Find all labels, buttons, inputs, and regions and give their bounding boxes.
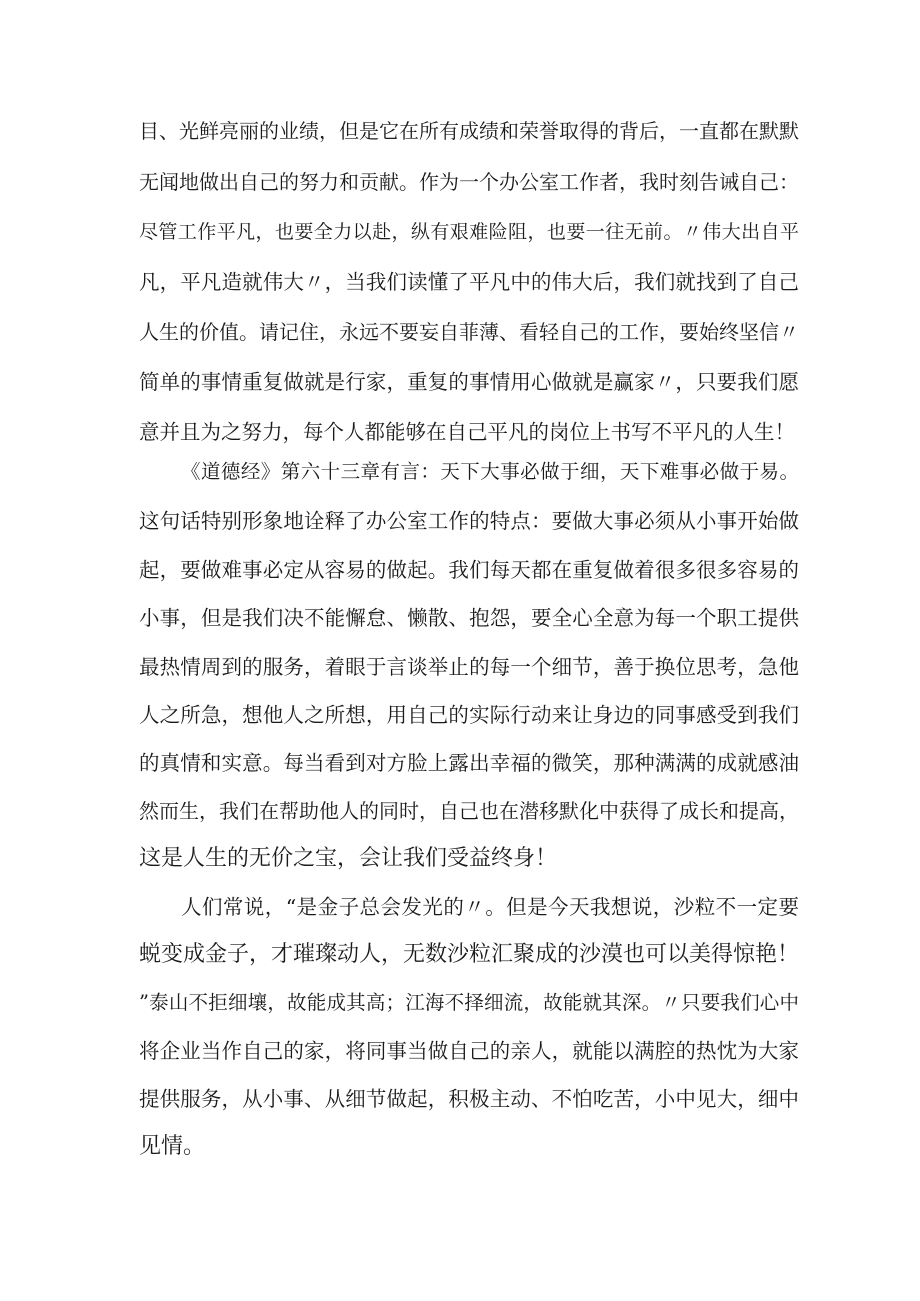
paragraph-3-line-6: 见情。 <box>139 1134 206 1159</box>
paragraph-2-line-2: 这句话特别形象地诠释了办公室工作的特点：要做大事必须从小事开始做 <box>139 509 799 533</box>
paragraph-2-line-1: 《道德经》第六十三章有言：天下大事必做于细，天下难事必做于易。 <box>181 460 799 483</box>
paragraph-1-line-5: 人生的价值。请记住，永远不要妄自菲薄、看轻自己的工作，要始终坚信〃 <box>139 320 799 344</box>
paragraph-3-line-1: 人们常说，“是金子总会发光的〃。但是今天我想说，沙粒不一定要 <box>181 895 799 919</box>
paragraph-2-line-4: 小事，但是我们决不能懈怠、懒散、抱怨，要全心全意为每一个职工提供 <box>139 606 799 630</box>
paragraph-1-line-1: 目、光鲜亮丽的业绩，但是它在所有成绩和荣誉取得的背后，一直都在默默 <box>139 119 799 143</box>
paragraph-2-line-9: 这是人生的无价之宝，会让我们受益终身！ <box>139 846 558 871</box>
paragraph-3-line-3: ”泰山不拒细壤，故能成其高；江海不择细流，故能就其深。〃只要我们心中 <box>139 991 799 1014</box>
paragraph-3-line-5: 提供服务，从小事、从细节做起，积极主动、不怕吃苦，小中见大，细中 <box>139 1087 799 1111</box>
paragraph-1-line-7: 意并且为之努力，每个人都能够在自己平凡的岗位上书写不平凡的人生！ <box>139 420 795 444</box>
paragraph-2-line-8: 然而生，我们在帮助他人的同时，自己也在潜移默化中获得了成长和提高， <box>139 799 799 823</box>
paragraph-2-line-7: 的真情和实意。每当看到对方脸上露出幸福的微笑，那种满满的成就感油 <box>139 751 799 775</box>
paragraph-2-line-5: 最热情周到的服务，着眼于言谈举止的每一个细节，善于换位思考，急他 <box>139 655 799 679</box>
paragraph-3-line-2: 蜕变成金子，才璀璨动人，无数沙粒汇聚成的沙漠也可以美得惊艳！ <box>139 942 799 967</box>
paragraph-1-line-3: 尽管工作平凡，也要全力以赴，纵有艰难险阻，也要一往无前。〃伟大出自平 <box>139 221 799 243</box>
paragraph-1-line-2: 无闻地做出自己的努力和贡献。作为一个办公室工作者，我时刻告诫自己： <box>139 170 799 194</box>
paragraph-1-line-6: 简单的事情重复做就是行家，重复的事情用心做就是赢家〃，只要我们愿 <box>139 370 799 394</box>
paragraph-3-line-4: 将企业当作自己的家，将同事当做自己的亲人，就能以满腔的热忱为大家 <box>139 1039 799 1063</box>
paragraph-2-line-6: 人之所急，想他人之所想，用自己的实际行动来让身边的同事感受到我们 <box>139 703 799 727</box>
paragraph-1-line-4: 凡，平凡造就伟大〃，当我们读懂了平凡中的伟大后，我们就找到了自己 <box>139 270 799 294</box>
paragraph-2-line-3: 起，要做难事必定从容易的做起。我们每天都在重复做着很多很多容易的 <box>139 558 799 582</box>
